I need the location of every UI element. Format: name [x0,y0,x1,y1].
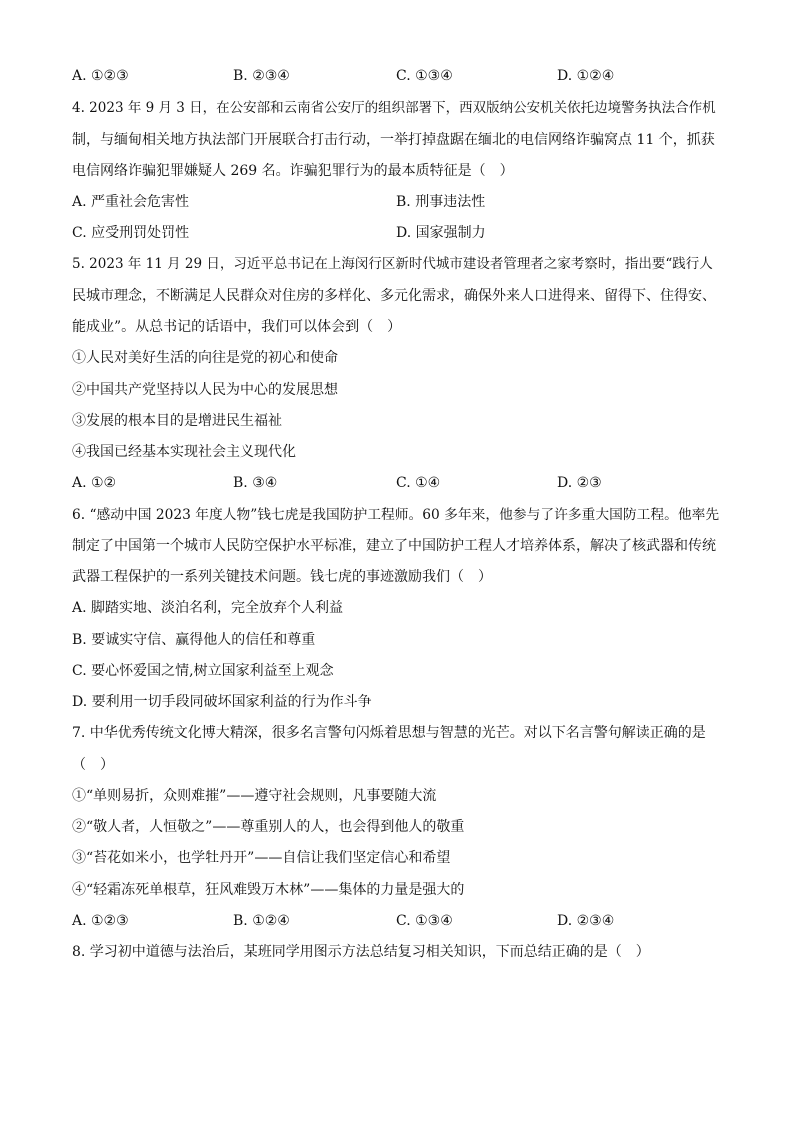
q3-option-b: B. ②③④ [233,68,290,84]
q5-stem-line-2: 民城市理念，不断满足人民群众对住房的多样化、多元化需求，确保外来人口进得来、留得下、住得安、 [72,288,716,304]
q7-option-a: A. ①②③ [72,913,129,929]
q5-stem-line-1: 5. 2023 年 11 月 29 日，习近平总书记在上海闵行区新时代城市建设者管理者之家考察时，指出要“践行人 [72,256,713,272]
q7-statement-2: ②“敬人者，人恒敬之”——尊重别人的人，也会得到他人的敬重 [72,819,465,835]
q5-option-a: A. ①② [72,475,117,491]
q4-stem-line-2: 制，与缅甸相关地方执法部门开展联合打击行动，一举打掉盘踞在缅北的电信网络诈骗窝点 11 个，抓获 [72,132,715,148]
q3-option-c: C. ①③④ [396,68,453,84]
q5-option-b: B. ③④ [233,475,278,491]
q7-statement-3: ③“苔花如米小，也学牡丹开”——自信让我们坚定信心和希望 [72,850,451,866]
q7-option-d: D. ②③④ [557,913,615,929]
q7-statement-4: ④“轻霜冻死单根草，狂风难毁万木林”——集体的力量是强大的 [72,882,465,898]
q5-statement-2: ②中国共产党坚持以人民为中心的发展思想 [72,382,338,398]
q5-option-c: C. ①④ [396,475,441,491]
q5-statement-1: ①人民对美好生活的向往是党的初心和使命 [72,350,338,366]
q7-option-b: B. ①②④ [233,913,290,929]
q4-option-a: A. 严重社会危害性 [72,194,190,210]
q6-stem-line-2: 制定了中国第一个城市人民防空保护水平标准，建立了中国防护工程人才培养体系，解决了核武器和传统 [72,538,716,554]
q5-statement-4: ④我国已经基本实现社会主义现代化 [72,444,296,460]
q7-option-c: C. ①③④ [396,913,453,929]
q7-stem-line-1: 7. 中华优秀传统文化博大精深，很多名言警句闪烁着思想与智慧的光芒。对以下名言警句解读正确的是 [72,725,706,741]
q5-option-d: D. ②③ [557,475,602,491]
q6-option-b: B. 要诚实守信、赢得他人的信任和尊重 [72,632,316,648]
q7-stem-line-2: （ ） [72,757,114,773]
q4-stem-line-1: 4. 2023 年 9 月 3 日，在公安部和云南省公安厅的组织部署下，西双版纳公安机关依托边境警务执法合作机 [72,100,716,116]
q3-option-a: A. ①②③ [72,68,129,84]
q3-option-d: D. ①②④ [557,68,615,84]
q4-option-d: D. 国家强制力 [396,225,486,241]
q7-statement-1: ①“单则易折，众则难摧”——遵守社会规则，凡事要随大流 [72,788,437,804]
q5-stem-line-3: 能成业”。从总书记的话语中，我们可以体会到（ ） [72,319,402,335]
q4-option-c: C. 应受刑罚处罚性 [72,225,190,241]
q6-option-d: D. 要利用一切手段同破坏国家利益的行为作斗争 [72,694,372,710]
q4-stem-line-3: 电信网络诈骗犯罪嫌疑人 269 名。诈骗犯罪行为的最本质特征是（ ） [72,163,514,179]
q8-stem-line-1: 8. 学习初中道德与法治后，某班同学用图示方法总结复习相关知识，下而总结正确的是（ ） [72,944,650,960]
q5-statement-3: ③发展的根本目的是增进民生福祉 [72,413,282,429]
q6-option-a: A. 脚踏实地、淡泊名利，完全放弃个人利益 [72,600,344,616]
q6-stem-line-3: 武器工程保护的一系列关键技术问题。钱七虎的事迹激励我们（ ） [72,569,492,585]
q4-option-b: B. 刑事违法性 [396,194,486,210]
q6-option-c: C. 要心怀爱国之情,树立国家利益至上观念 [72,663,334,679]
q6-stem-line-1: 6. “感动中国 2023 年度人物”钱七虎是我国防护工程师。60 多年来，他参与了许多重大国防工程。他率先 [72,507,720,523]
